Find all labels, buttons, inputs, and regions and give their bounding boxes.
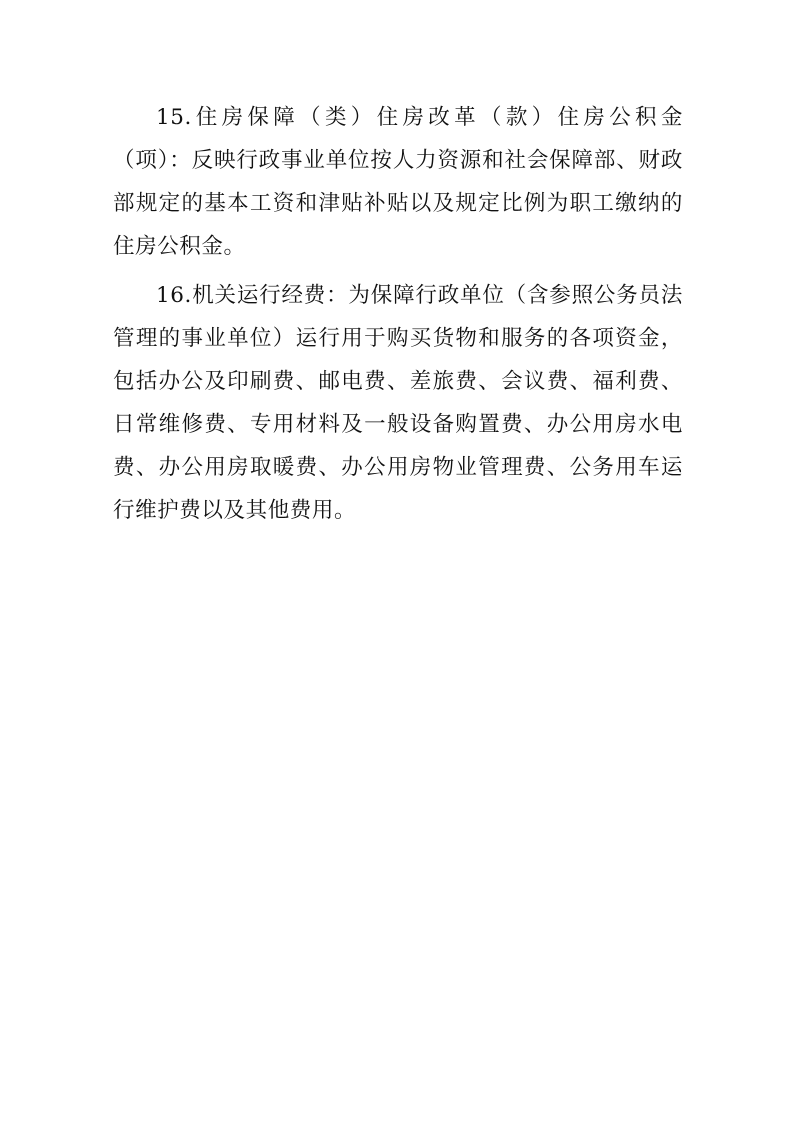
paragraph-item-16: 16.机关运行经费：为保障行政单位（含参照公务员法管理的事业单位）运行用于购买货物和服务的各项资金，包括办公及印刷费、邮电费、差旅费、会议费、福利费、日常维修费、专用材料及一般设备购置费、办公用房水电费、办公用房取暖费、办公用房物业管理费、公务用车运行维护费以及其他费用。 <box>113 283 683 523</box>
document-body <box>113 96 683 532</box>
paragraph-item-15: 15.住房保障（类）住房改革（款）住房公积金（项）：反映行政事业单位按人力资源和社会保障部、财政部规定的基本工资和津贴补贴以及规定比例为职工缴纳的住房公积金。 <box>113 105 683 259</box>
